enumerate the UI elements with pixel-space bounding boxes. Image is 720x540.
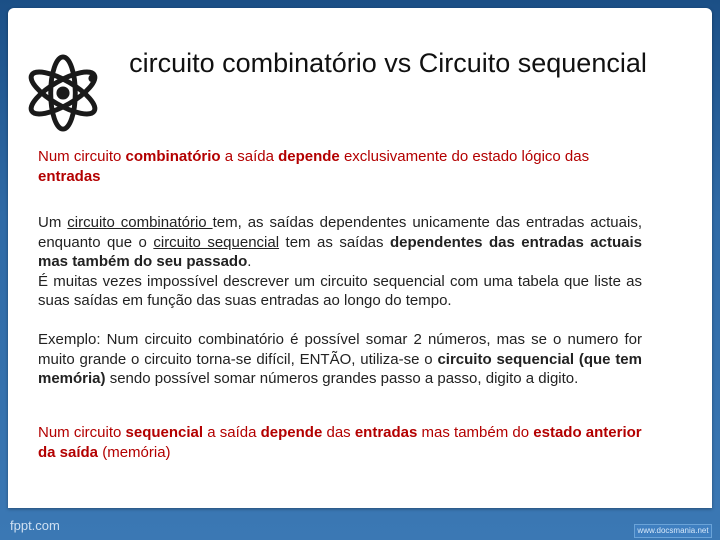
- atom-icon: [22, 52, 104, 134]
- slide: [8, 8, 712, 508]
- footer-site-label: fppt.com: [10, 518, 60, 533]
- paragraph-example: Exemplo: Num circuito combinatório é possível somar 2 números, mas se o numero for muito grande o circuito torna-se difícil, ENTÃO, utiliza-se o circuito sequencial (que tem memória) sendo possível somar números grandes passo a passo, digito a digito.: [38, 331, 642, 387]
- paragraph-sequential: Num circuito sequencial a saída depende das entradas mas também do estado anterior da saída (memória): [38, 424, 642, 461]
- footer-link[interactable]: www.docsmania.net: [634, 524, 712, 538]
- paragraph-combinational: Num circuito combinatório a saída depende exclusivamente do estado lógico das entradas: [38, 148, 590, 185]
- slide-title: circuito combinatório vs Circuito sequencial: [129, 48, 647, 78]
- paragraph-comparison: Um circuito combinatório tem, as saídas dependentes unicamente das entradas actuais, enquanto que o circuito sequencial tem as saídas dependentes das entradas actuais mas também do seu passado. É muitas vezes impossível descrever um circuito sequencial com uma tabela que liste as suas saídas em função das suas entradas ao longo do tempo.: [38, 214, 643, 309]
